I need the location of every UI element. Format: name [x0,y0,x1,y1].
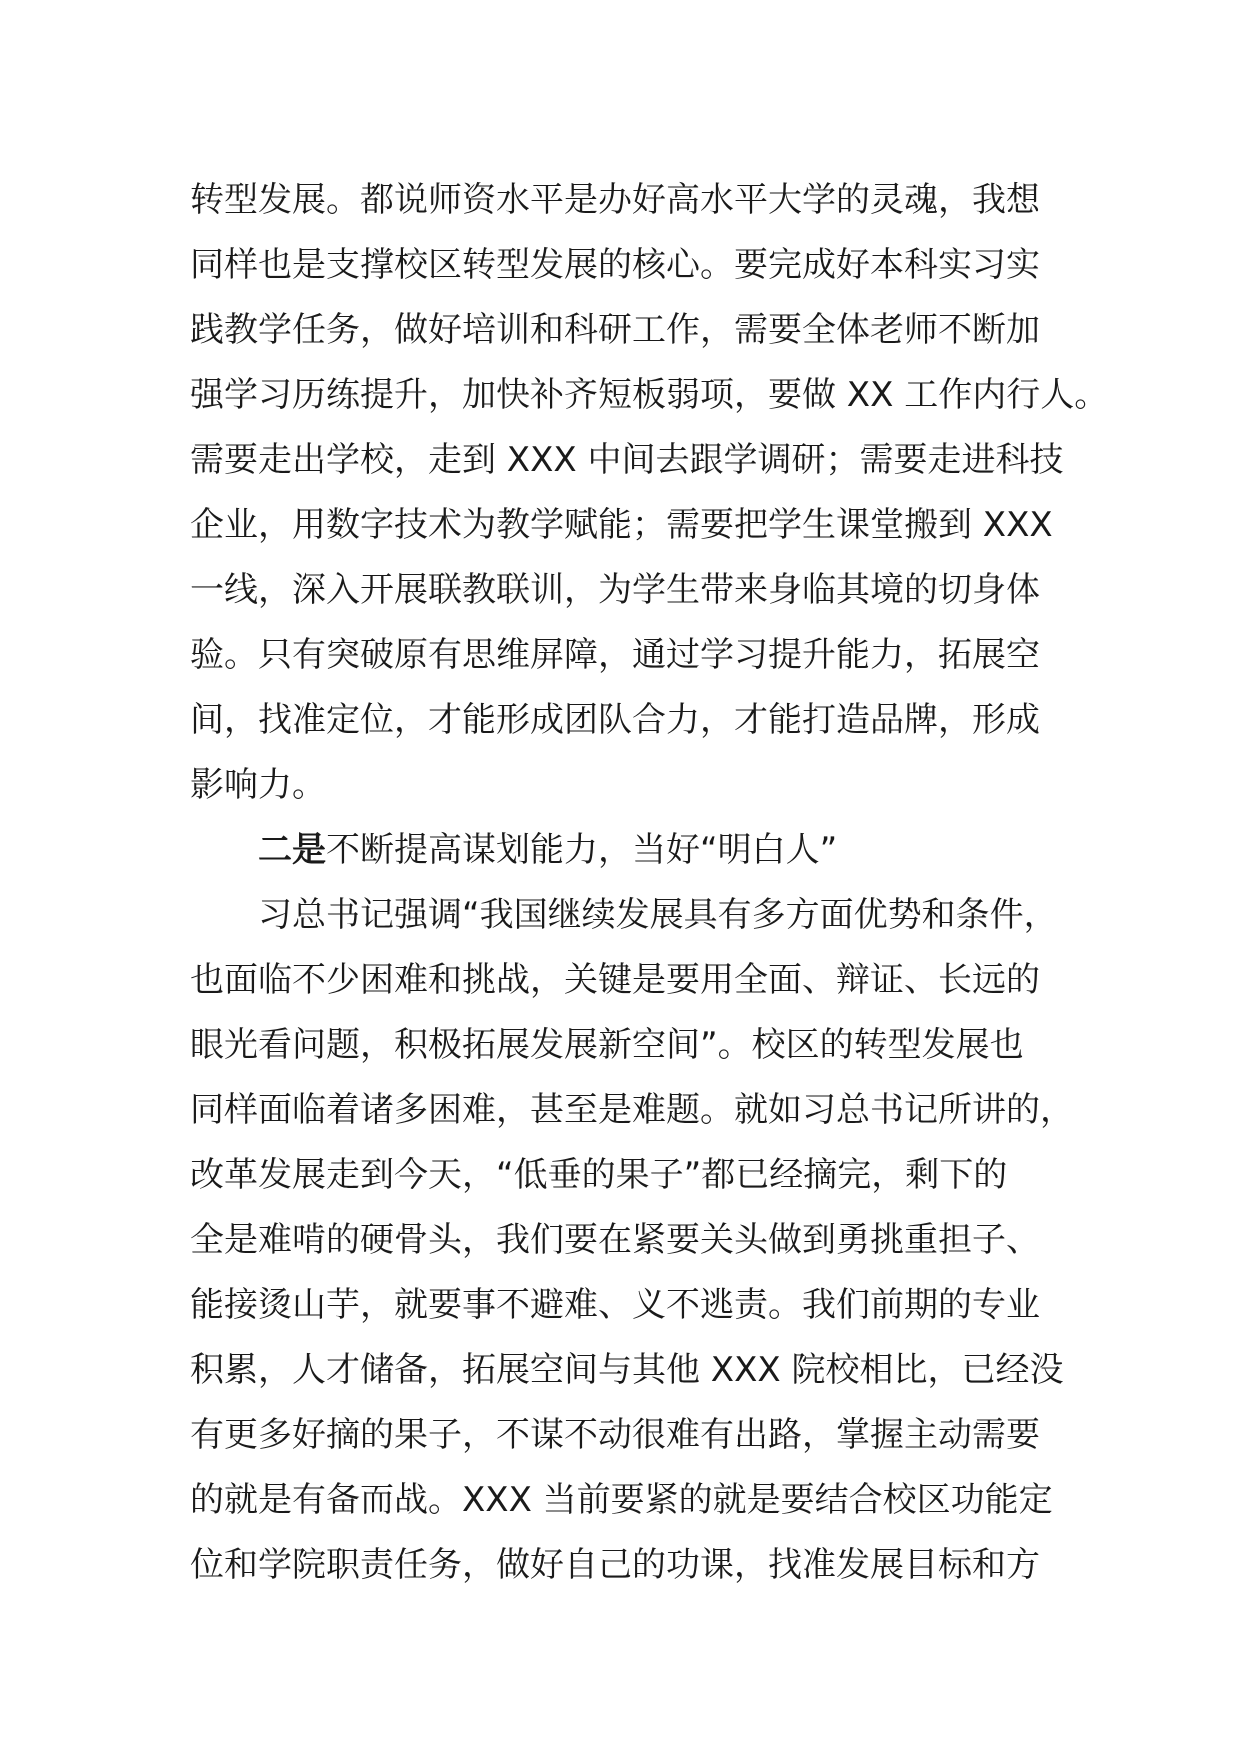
text-line: 验。只有突破原有思维屏障，通过学习提升能力，拓展空 [190,635,1040,675]
text-line: 间，找准定位，才能形成团队合力，才能打造品牌，形成 [190,700,1040,740]
text-line: 眼光看问题，积极拓展发展新空间”。校区的转型发展也 [190,1025,1024,1065]
text-line: 也面临不少困难和挑战，关键是要用全面、辩证、长远的 [190,960,1040,1000]
text-line: 习总书记强调“我国继续发展具有多方面优势和条件， [258,895,1058,935]
paragraph-planning-ability [190,883,1090,1598]
text-line: 同样面临着诸多困难，甚至是难题。就如习总书记所讲的， [190,1090,1074,1130]
text-line: 有更多好摘的果子，不谋不动很难有出路，掌握主动需要 [190,1415,1040,1455]
text-line: 改革发展走到今天，“低垂的果子”都已经摘完，剩下的 [190,1155,1008,1195]
paragraph-teacher-development [190,168,1109,818]
heading-text: 不断提高谋划能力，当好“明白人” [326,830,838,870]
text-line: 能接烫山芋，就要事不避难、义不逃责。我们前期的专业 [190,1285,1040,1325]
text-line: 积累，人才储备，拓展空间与其他 XXX 院校相比，已经没 [190,1350,1064,1390]
text-line: 全是难啃的硬骨头，我们要在紧要关头做到勇挑重担子、 [190,1220,1040,1260]
text-line: 需要走出学校，走到 XXX 中间去跟学调研；需要走进科技 [190,440,1064,480]
text-line: 一线，深入开展联教联训，为学生带来身临其境的切身体 [190,570,1040,610]
body-text [190,168,1109,1598]
text-line: 的就是有备而战。XXX 当前要紧的就是要结合校区功能定 [190,1480,1053,1520]
text-line: 强学习历练提升，加快补齐短板弱项，要做 XX 工作内行人。 [190,375,1109,415]
text-line: 同样也是支撑校区转型发展的核心。要完成好本科实习实 [190,245,1040,285]
text-line: 转型发展。都说师资水平是办好高水平大学的灵魂，我想 [190,180,1040,220]
text-line: 位和学院职责任务，做好自己的功课，找准发展目标和方 [190,1545,1040,1585]
text-line: 践教学任务，做好培训和科研工作，需要全体老师不断加 [190,310,1040,350]
section-heading [190,818,1090,883]
heading-label: 二是 [258,830,326,870]
text-line: 影响力。 [190,765,326,805]
text-line: 企业，用数字技术为教学赋能；需要把学生课堂搬到 XXX [190,505,1053,545]
